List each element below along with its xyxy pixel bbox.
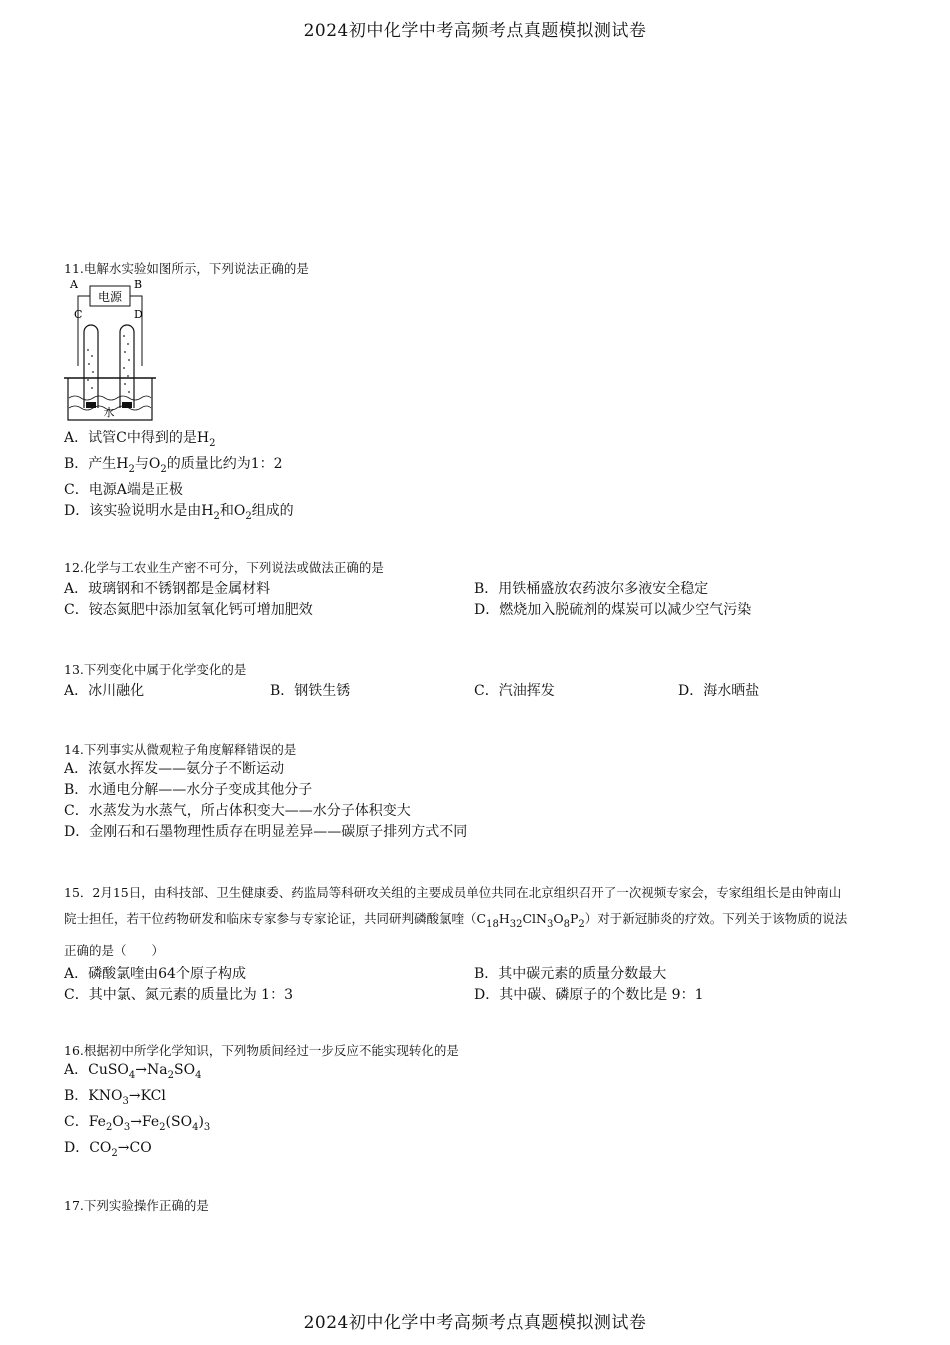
chemical-formula [476,911,585,930]
option-14-c[interactable]: C．水蒸发为水蒸气，所占体积变大——水分子体积变大 [64,803,411,819]
option-11-b[interactable] [64,454,894,480]
question-15-line-2 [64,906,894,938]
option-16-a-part1: Na [147,1062,168,1078]
formula-n5: 2 [578,919,585,930]
option-11-d-part3: O [233,503,246,519]
option-15-b[interactable]: B．其中碳元素的质量分数最大 [474,966,667,982]
option-11-a-part3: H [196,430,210,446]
option-11-a-sub1: 2 [209,438,216,449]
option-11-a-part1: C [116,430,127,446]
page-header: 2024初中化学中考高频考点真题模拟测试卷 [303,21,647,41]
option-15-d[interactable]: D．其中碳、磷原子的个数比是 9：1 [474,987,704,1003]
option-11-c[interactable] [64,480,894,501]
question-13-stem: 13.下列变化中属于化学变化的是 [64,662,247,677]
option-11-b-prefix: B．产生 [64,456,117,472]
option-16-c-sub5: 3 [203,1122,211,1133]
option-11-d-part1: H [201,503,214,519]
option-13-c[interactable]: C．汽油挥发 [474,683,555,699]
option-16-a-prefix: A．CuSO [64,1062,129,1078]
option-13-a[interactable]: A．冰川融化 [64,683,145,699]
question-15-line-2-a: 院士担任，若干位药物研发和临床专家参与专家论证，共同研判磷酸氯喹（ [64,911,477,926]
question-12 [64,559,894,621]
question-15 [64,880,894,1006]
option-16-b-arrow: → [128,1088,141,1104]
option-11-c-part1: A [116,482,127,498]
label-a: A [70,278,78,291]
option-14-b[interactable]: B．水通电分解——水分子变成其他分子 [64,782,313,798]
option-11-b-part2: 与 [134,456,149,472]
page-footer: 2024初中化学中考高频考点真题模拟测试卷 [303,1313,647,1333]
option-16-c-sub2: 3 [123,1122,131,1133]
option-11-d-part2: 和 [219,503,234,519]
option-12-d[interactable]: D．燃烧加入脱硫剂的煤炭可以减少空气污染 [474,602,752,618]
electrode-c [86,402,96,408]
option-11-b-part4: 的质量比约为 [166,456,251,472]
option-16-d[interactable] [64,1138,894,1164]
option-16-c-sub1: 2 [105,1122,113,1133]
option-11-b-sub2: 2 [160,464,167,475]
option-11-a-part2: 中得到的是 [126,430,197,446]
option-16-a-sub1: 4 [128,1070,136,1081]
option-16-c-part2: Fe [141,1114,160,1130]
wire-right [130,296,142,366]
question-12-stem: 12.化学与工农业生产密不可分，下列说法或做法正确的是 [64,560,384,575]
question-13 [64,661,894,702]
option-15-c[interactable]: C．其中氯、氮元素的质量比为 1：3 [64,987,293,1003]
option-11-c-prefix: C．电源 [64,482,117,498]
question-14 [64,741,894,843]
option-16-a-part2: SO [174,1062,196,1078]
option-16-a-arrow: → [135,1062,148,1078]
option-11-d-sub2: 2 [245,511,252,522]
option-12-b[interactable]: B．用铁桶盛放农药波尔多液安全稳定 [474,581,709,597]
question-15-line-1: 15．2月15日，由科技部、卫生健康委、药监局等科研攻关组的主要成员单位共同在北京组织召开了一次视频专家会，专家组组长是由钟南山 [64,885,842,900]
option-11-d-sub1: 2 [213,511,220,522]
question-15-line-2-b: ）对于新冠肺炎的疗效。下列关于该物质的说法 [584,911,848,926]
option-16-d-part1: CO [129,1140,152,1156]
formula-p: P [569,911,579,926]
option-16-c-sub3: 2 [159,1122,166,1133]
option-15-a[interactable] [64,964,246,985]
option-16-d-arrow: → [117,1140,130,1156]
option-15-a-number: 64 [158,966,176,982]
option-12-a[interactable]: A．玻璃钢和不锈钢都是金属材料 [64,581,271,597]
electrolysis-diagram [64,276,160,424]
formula-c: C [476,911,487,926]
question-11 [64,260,894,278]
option-15-a-suffix: 个原子构成 [175,966,246,982]
option-16-c-sub4: 4 [192,1122,199,1133]
formula-h: H [498,911,510,926]
option-13-d[interactable]: D．海水晒盐 [678,683,760,699]
option-11-d[interactable] [64,501,894,527]
question-15-line-3: 正确的是（ ） [64,943,165,958]
option-16-c-part3: (SO [165,1114,193,1130]
option-16-a-sub2: 2 [167,1070,175,1081]
formula-n2: 32 [509,919,523,930]
question-11-options [64,428,894,527]
option-11-d-prefix: D．该实验说明水是由 [64,503,202,519]
option-11-b-part3: O [148,456,161,472]
formula-n4: 8 [563,919,570,930]
label-d: D [134,308,143,321]
question-14-stem: 14.下列事实从微观粒子角度解释错误的是 [64,742,297,757]
option-16-b-sub1: 3 [122,1096,129,1107]
question-11-stem: 11.电解水实验如图所示，下列说法正确的是 [64,261,309,276]
option-11-c-part2: 端是正极 [126,482,183,498]
water-surface [69,396,151,400]
option-16-c[interactable] [64,1112,894,1138]
option-16-c-prefix: C．Fe [64,1114,106,1130]
option-16-d-sub1: 2 [111,1148,118,1159]
option-13-b[interactable]: B．钢铁生锈 [270,683,351,699]
option-16-c-part4: ) [198,1114,204,1130]
option-11-b-sub1: 2 [128,464,135,475]
option-16-c-part1: O [112,1114,124,1130]
water-label: 水 [103,406,115,419]
formula-o: O [553,911,564,926]
option-12-c[interactable]: C．铵态氮肥中添加氢氧化钙可增加肥效 [64,602,313,618]
gas-bubbles [87,335,130,393]
test-tube-c [84,325,98,408]
power-label: 电源 [97,290,123,304]
question-17 [64,1197,894,1215]
option-16-d-prefix: D．CO [64,1140,112,1156]
option-15-a-prefix: A．磷酸氯喹由 [64,966,159,982]
option-11-d-part4: 组成的 [251,503,294,519]
label-c: C [74,308,83,321]
test-tube-d [120,325,134,408]
option-16-c-arrow: → [130,1114,142,1130]
formula-n3: 3 [546,919,554,930]
option-16-b-part1: KCl [140,1088,166,1104]
option-11-a[interactable] [64,428,894,454]
formula-n1: 18 [486,919,499,930]
option-16-a-sub3: 4 [195,1070,202,1081]
question-17-stem: 17.下列实验操作正确的是 [64,1198,209,1213]
option-16-b-prefix: B．KNO [64,1088,123,1104]
option-11-a-prefix: A．试管 [64,430,117,446]
option-14-d[interactable]: D．金刚石和石墨物理性质存在明显差异——碳原子排列方式不同 [64,824,468,840]
label-b: B [134,278,143,291]
option-11-b-part1: H [116,456,129,472]
option-16-a[interactable] [64,1060,894,1086]
option-11-b-part5: 1：2 [250,456,283,472]
option-16-b[interactable] [64,1086,894,1112]
formula-cln: ClN [522,911,547,926]
question-16 [64,1042,894,1164]
question-16-stem: 16.根据初中所学化学知识，下列物质间经过一步反应不能实现转化的是 [64,1043,459,1058]
option-14-a[interactable]: A．浓氨水挥发——氨分子不断运动 [64,761,285,777]
electrode-d [122,402,132,408]
